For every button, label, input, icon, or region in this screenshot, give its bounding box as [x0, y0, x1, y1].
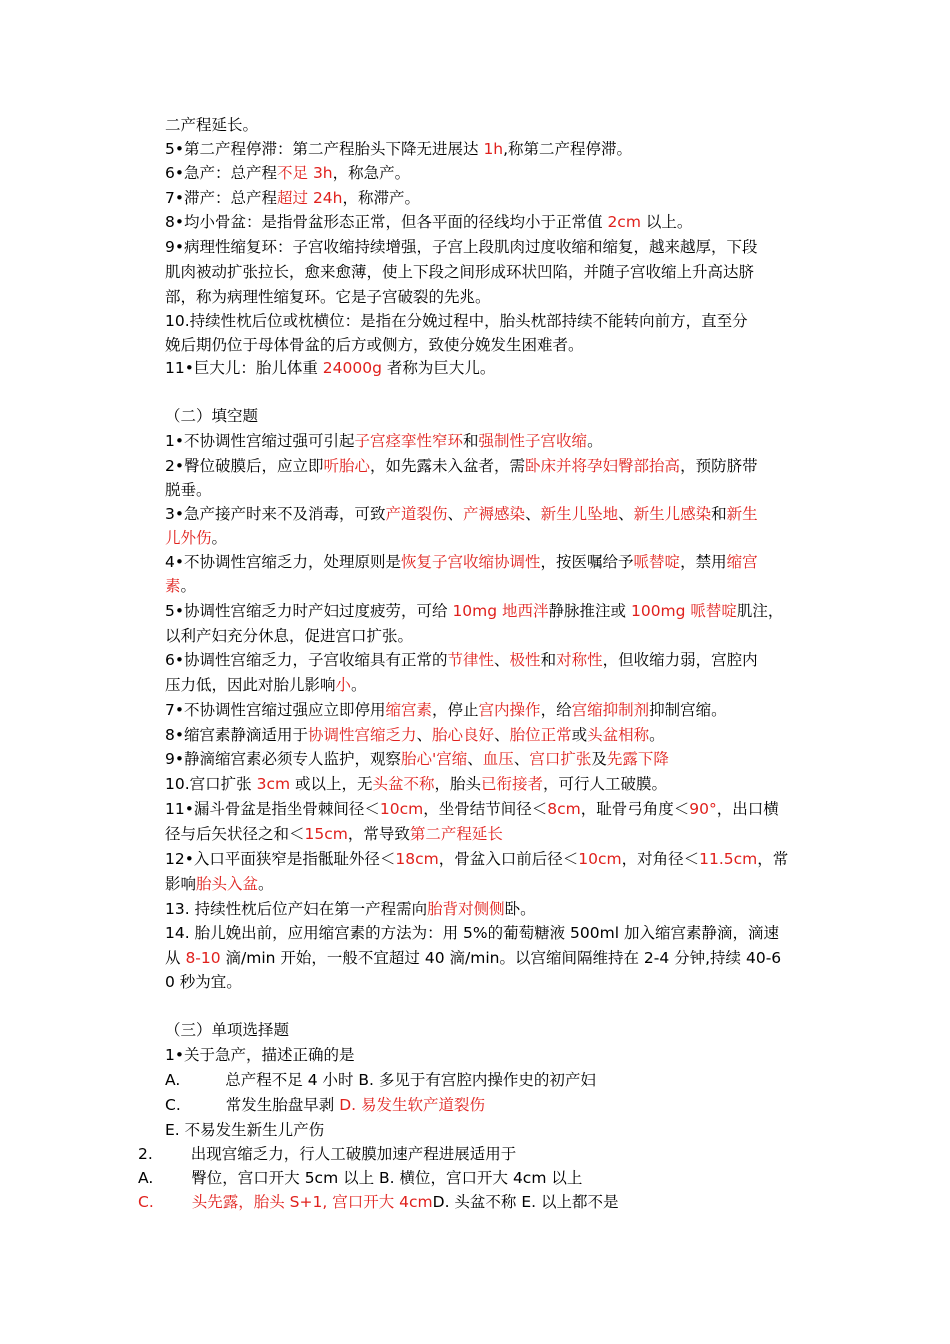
answer-text: 10mg 地西泮: [452, 602, 549, 620]
definition-line: [165, 260, 825, 284]
answer-text: 血压: [482, 750, 514, 768]
body-text: 臀位，宫口开大 5cm 以上 B. 横位，宫口开大 4cm 以上: [191, 1169, 583, 1187]
body-text: 5•第二产程停滞：第二产程胎头下降无进展达: [165, 140, 484, 158]
body-text: 肌注，: [736, 602, 784, 620]
body-text: 7•不协调性宫缩过强应立即停用: [165, 701, 386, 719]
body-text: 者称为巨大儿。: [381, 359, 496, 377]
body-text: ，可行人工破膜。: [543, 775, 668, 793]
fill-line: [165, 454, 825, 478]
definition-line: [165, 309, 825, 333]
answer-text: 对称性: [556, 651, 603, 669]
body-text: 。: [587, 432, 603, 450]
body-text: ，胎头: [434, 775, 482, 793]
body-text: ，称滞产。: [342, 189, 421, 207]
body-text: ，对角径＜: [621, 850, 700, 868]
body-text: 6•协调性宫缩乏力，子宫收缩具有正常的: [165, 651, 448, 669]
answer-text: 缩宫: [726, 553, 758, 571]
answer-text: 素: [165, 577, 181, 595]
body-text: 、: [513, 750, 530, 768]
answer-text: 儿外伤: [165, 529, 212, 547]
fill-line: [165, 797, 825, 821]
question-options: [165, 1093, 825, 1117]
fill-line: [165, 921, 825, 945]
body-text: 总产程不足 4 小时 B. 多见于有宫腔内操作史的初产妇: [225, 1071, 596, 1089]
body-text: 和: [463, 432, 479, 450]
body-text: 肌肉被动扩张拉长，愈来愈薄，使上下段之间形成环状凹陷，并随子宫收缩上升高达脐: [165, 263, 755, 281]
fill-line: [165, 897, 825, 921]
definition-line: [165, 285, 825, 309]
body-text: 2•臀位破膜后，应立即: [165, 457, 324, 475]
fill-line: [165, 747, 825, 771]
body-text: 。: [351, 676, 367, 694]
answer-text: 24000g: [322, 359, 382, 377]
body-text: 常发生胎盘早剥: [225, 1096, 340, 1114]
body-text: ，骨盆入口前后径＜: [438, 850, 579, 868]
body-text: 脱垂。: [165, 481, 212, 499]
question-stem: [138, 1142, 798, 1166]
fill-line: [165, 478, 825, 502]
body-text: 、: [618, 505, 634, 523]
answer-text: 15cm: [304, 825, 348, 843]
body-text: 7•滞产：总产程: [165, 189, 278, 207]
body-text: 1•不协调性宫缩过强可引起: [165, 432, 355, 450]
question-options: [138, 1190, 798, 1214]
body-text: D. 头盆不称 E. 以上都不是: [432, 1193, 619, 1211]
body-text: 6•急产：总产程: [165, 164, 278, 182]
fill-line: [165, 872, 825, 896]
body-text: 8•均小骨盆：是指骨盆形态正常，但各平面的径线均小于正常值: [165, 213, 608, 231]
body-text: 压力低，因此对胎儿影响: [165, 676, 336, 694]
body-text: ，停止: [432, 701, 479, 719]
body-text: 9•静滴缩宫素必须专人监护，观察: [165, 750, 402, 768]
answer-text: 第二产程延长: [409, 825, 503, 843]
definition-line: [165, 113, 825, 137]
fill-line: [165, 673, 825, 697]
body-text: ，给: [540, 701, 572, 719]
body-text: 、: [494, 651, 510, 669]
fill-line: [165, 526, 825, 550]
body-text: ，出口横: [716, 800, 779, 818]
body-text: ，常: [757, 850, 789, 868]
question-stem: [165, 1043, 825, 1067]
answer-text: 1h: [483, 140, 504, 158]
answer-text: 协调性宫缩乏力: [308, 726, 417, 744]
answer-text: 已衔接者: [481, 775, 544, 793]
answer-text: 产褥感染: [463, 505, 526, 523]
answer-text: 宫内操作: [478, 701, 541, 719]
body-text: ，坐骨结节间径＜: [423, 800, 548, 818]
body-text: 二产程延长。: [165, 116, 259, 134]
body-text: 从: [165, 949, 186, 967]
answer-text: 头先露，胎头 S+1, 宫口开大 4cm: [191, 1193, 433, 1211]
body-text: 、: [494, 726, 510, 744]
body-text: 4•不协调性宫缩乏力，处理原则是: [165, 553, 402, 571]
body-text: 10.持续性枕后位或枕横位：是指在分娩过程中，胎头枕部持续不能转向前方，直至分: [165, 312, 748, 330]
body-text: 。: [211, 529, 228, 547]
body-text: 径与后矢状径之和＜: [165, 825, 305, 843]
body-text: ，耻骨弓角度＜: [580, 800, 690, 818]
section-heading-fill: （二）填空题: [165, 407, 259, 425]
answer-text: 头盆相称: [587, 726, 650, 744]
body-text: 部，称为病理性缩复环。它是子宫破裂的先兆。: [165, 288, 491, 306]
body-text: 1•关于急产，描述正确的是: [165, 1046, 355, 1064]
body-text: 12•入口平面狭窄是指骶耻外径＜: [165, 850, 396, 868]
answer-text: 极性: [509, 651, 541, 669]
question-options: [138, 1166, 798, 1190]
answer-text: 听胎心: [323, 457, 371, 475]
body-text: 及: [591, 750, 607, 768]
body-text: 或: [571, 726, 588, 744]
body-text: A.: [165, 1071, 181, 1089]
answer-text: 宫缩抑制剂: [571, 701, 650, 719]
fill-line: [165, 822, 825, 846]
answer-text: 恢复子宫收缩协调性: [401, 553, 541, 571]
answer-text: 先露下降: [606, 750, 669, 768]
fill-line: [165, 599, 825, 623]
answer-text: 8cm: [547, 800, 581, 818]
answer-text: 胎心'宫缩: [401, 750, 468, 768]
answer-text: 18cm: [395, 850, 439, 868]
body-text: 和: [711, 505, 727, 523]
answer-text: 10cm: [578, 850, 622, 868]
body-text: ，但收缩力弱，宫腔内: [602, 651, 758, 669]
body-text: 3•急产接产时来不及消毒，可致: [165, 505, 386, 523]
body-text: 。: [649, 726, 665, 744]
body-text: 影响: [165, 875, 197, 893]
body-text: 11•漏斗骨盆是指坐骨棘间径＜: [165, 800, 380, 818]
body-text: A.: [138, 1169, 154, 1187]
question-options: [165, 1068, 825, 1092]
body-text: 0 秒为宜。: [165, 973, 242, 991]
definition-line: [165, 137, 825, 161]
answer-text: 8-10: [185, 949, 221, 967]
definition-line: [165, 161, 825, 185]
body-text: ，称急产。: [332, 164, 411, 182]
answer-text: 2cm: [607, 213, 641, 231]
answer-text: 宫口扩张: [529, 750, 592, 768]
answer-text: 11.5cm: [699, 850, 758, 868]
body-text: E. 不易发生新生儿产伤: [165, 1121, 325, 1139]
body-text: 、: [416, 726, 433, 744]
definition-line: [165, 210, 825, 234]
answer-text: C.: [138, 1193, 154, 1211]
body-text: 、: [447, 505, 464, 523]
fill-line: [165, 772, 825, 796]
fill-line: [165, 698, 825, 722]
body-text: 卧。: [504, 900, 536, 918]
body-text: ，如先露未入盆者，需: [370, 457, 526, 475]
fill-line: [165, 723, 825, 747]
answer-text: 10cm: [379, 800, 424, 818]
definition-line: [165, 186, 825, 210]
answer-text: 强制性子宫收缩: [478, 432, 588, 450]
body-text: 抑制宫缩。: [649, 701, 727, 719]
definition-line: [165, 235, 825, 259]
body-text: 2.: [138, 1145, 153, 1163]
definition-line: [165, 356, 825, 380]
body-text: 娩后期仍位于母体骨盆的后方或侧方，致使分娩发生困难者。: [165, 336, 584, 354]
answer-text: 胎位正常: [509, 726, 572, 744]
fill-line: [165, 648, 825, 672]
body-text: 10.宫口扩张: [165, 775, 257, 793]
answer-text: 100mg 哌替啶: [630, 602, 737, 620]
fill-line: [165, 970, 825, 994]
body-text: 滴/min 开始，一般不宜超过 40 滴/min。以宫缩间隔维持在 2-4 分钟,持续 40-6: [220, 949, 782, 967]
body-text: 、: [467, 750, 483, 768]
body-text: ，按医嘱给予: [540, 553, 634, 571]
question-options: [165, 1118, 825, 1142]
body-text: ，预防脐带: [680, 457, 758, 475]
body-text: C.: [165, 1096, 181, 1114]
answer-text: 新生: [726, 505, 758, 523]
body-text: 14. 胎儿娩出前，应用缩宫素的方法为：用 5%的葡萄糖液 500ml 加入缩宫素静滴，滴速: [165, 924, 779, 942]
answer-text: 超过 24h: [277, 189, 343, 207]
body-text: 11•巨大儿：胎儿体重: [165, 359, 323, 377]
body-text: 和: [540, 651, 557, 669]
answer-text: 卧床并将孕妇臀部抬高: [525, 457, 681, 475]
body-text: 13. 持续性枕后位产妇在第一产程需向: [165, 900, 428, 918]
fill-line: [165, 574, 825, 598]
body-text: 或以上，无: [290, 775, 373, 793]
body-text: 。: [180, 577, 197, 595]
answer-text: 小: [335, 676, 352, 694]
answer-text: D. 易发生软产道裂伤: [339, 1096, 485, 1114]
body-text: 以上。: [640, 213, 693, 231]
body-text: 8•缩宫素静滴适用于: [165, 726, 309, 744]
answer-text: 不足 3h: [277, 164, 333, 182]
answer-text: 新生儿坠地: [540, 505, 619, 523]
body-text: ，常导致: [347, 825, 410, 843]
answer-text: 头盆不称: [372, 775, 435, 793]
answer-text: 胎头入盆: [196, 875, 259, 893]
fill-line: [165, 429, 825, 453]
body-text: ,称第二产程停滞。: [503, 140, 633, 158]
answer-text: 新生儿感染: [633, 505, 712, 523]
body-text: ，禁用: [680, 553, 727, 571]
answer-text: 缩宫素: [385, 701, 433, 719]
fill-line: [165, 502, 825, 526]
definition-line: [165, 333, 825, 357]
body-text: 5•协调性宫缩乏力时产妇过度疲劳，可给: [165, 602, 453, 620]
answer-text: 3cm: [256, 775, 291, 793]
answer-text: 产道裂伤: [385, 505, 448, 523]
body-text: 静脉推注或: [548, 602, 631, 620]
answer-text: 90°: [689, 800, 717, 818]
body-text: 9•病理性缩复环：子宫收缩持续增强，子宫上段肌肉过度收缩和缩复，越来越厚，下段: [165, 238, 758, 256]
body-text: 以利产妇充分休息，促进宫口扩张。: [165, 627, 414, 645]
fill-line: [165, 847, 825, 871]
fill-line: [165, 624, 825, 648]
body-text: 出现宫缩乏力，行人工破膜加速产程进展适用于: [190, 1145, 517, 1163]
fill-line: [165, 946, 825, 970]
fill-line: [165, 550, 825, 574]
answer-text: 子宫痉挛性窄环: [354, 432, 464, 450]
body-text: 、: [525, 505, 541, 523]
answer-text: 节律性: [447, 651, 495, 669]
answer-text: 胎心良好: [432, 726, 495, 744]
answer-text: 胎背对侧侧: [427, 900, 505, 918]
section-heading-choice: （三）单项选择题: [165, 1021, 290, 1039]
answer-text: 哌替啶: [633, 553, 681, 571]
body-text: 。: [258, 875, 274, 893]
